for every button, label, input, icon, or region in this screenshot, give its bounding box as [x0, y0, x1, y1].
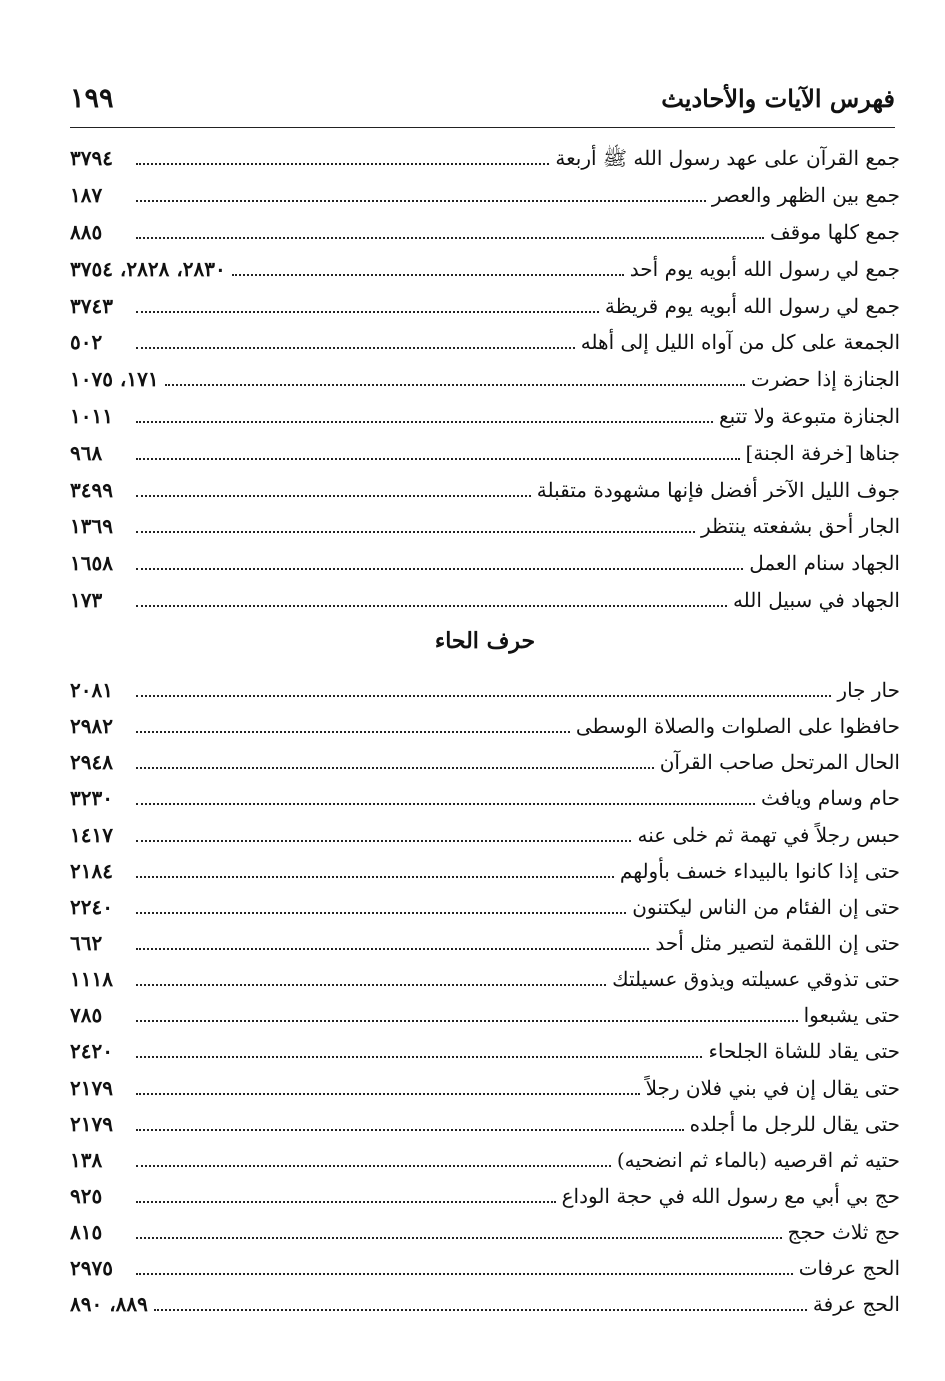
index-entry [70, 780, 900, 816]
dot-leader [136, 311, 599, 313]
entry-text: جناها [خرفة الجنة] [745, 440, 900, 465]
entry-text: الحج عرفة [812, 1292, 900, 1317]
entry-text: الجهاد في سبيل الله [732, 587, 900, 612]
index-entry [70, 508, 900, 545]
dot-leader [136, 1201, 556, 1203]
index-entry [70, 1033, 900, 1069]
dot-leader [136, 876, 614, 878]
index-entry [70, 853, 900, 889]
entry-reference-number: ١٤١٧ [70, 822, 113, 847]
entry-text: حبس رجلاً في تهمة ثم خلى عنه [637, 822, 900, 847]
index-entry [70, 1214, 900, 1250]
entry-reference-number: ٢٤٢٠ [70, 1039, 113, 1064]
entry-text: حتى تذوقي عسيلته ويذوق عسيلتك [612, 967, 900, 992]
entry-reference-number: ٢٩٧٥ [70, 1256, 113, 1281]
entry-reference-number: ٢٩٤٨ [70, 750, 113, 775]
entry-text: الجمعة على كل من آواه الليل إلى أهله [580, 330, 900, 355]
entry-text: الحال المرتحل صاحب القرآن [659, 750, 900, 775]
entry-reference-number: ٥٠٢ [70, 330, 103, 355]
entry-text: الجنازة متبوعة ولا تتبع [718, 403, 900, 428]
entry-reference-number: ١١١٨ [70, 967, 113, 992]
entry-reference-number: ٣٧٩٤ [70, 146, 113, 171]
dot-leader [165, 384, 745, 386]
dot-leader [136, 984, 606, 986]
entry-reference-number: ١٦٥٨ [70, 551, 113, 576]
index-entry [70, 214, 900, 251]
header-rule [70, 127, 895, 128]
entry-reference-number: ٨٨٥ [70, 219, 103, 244]
entry-reference-number: ١٧٣ [70, 587, 103, 612]
entry-text: حج ثلاث حجج [787, 1220, 900, 1245]
entry-text: حج بي أبي مع رسول الله في حجة الوداع [561, 1184, 900, 1209]
entry-text: جمع لي رسول الله أبويه يوم قريظة [604, 293, 900, 318]
dot-leader [136, 237, 764, 239]
dot-leader [136, 1020, 798, 1022]
section-heading: حرف الحاء [434, 628, 536, 654]
entry-text: حافظوا على الصلوات والصلاة الوسطى [575, 714, 900, 739]
dot-leader [136, 912, 626, 914]
index-entry [70, 1286, 900, 1322]
entry-text: جمع بين الظهر والعصر [711, 183, 900, 208]
index-entry [70, 287, 900, 324]
entry-reference-number: ١٣٦٩ [70, 514, 113, 539]
entry-reference-number: ٢٠٨١ [70, 678, 113, 703]
dot-leader [136, 1056, 702, 1058]
entry-text: الجنازة إذا حضرت [750, 367, 900, 392]
index-entry [70, 434, 900, 471]
dot-leader [136, 568, 743, 570]
entry-text: حتيه ثم اقرصيه (بالماء ثم انضحيه) [616, 1147, 900, 1172]
dot-leader [154, 1309, 807, 1311]
entry-text: حام وسام ويافث [761, 786, 900, 811]
index-entry [70, 672, 900, 708]
entry-reference-number: ٣٤٩٩ [70, 477, 113, 502]
entry-reference-number: ٩٢٥ [70, 1184, 103, 1209]
entry-text: حار جار [837, 678, 900, 703]
entry-text: حتى يقال للرجل ما أجلده [689, 1111, 900, 1136]
dot-leader [136, 948, 649, 950]
dot-leader [136, 767, 654, 769]
index-entry [70, 1250, 900, 1286]
entry-reference-number: ١٧١، ١٠٧٥ [70, 367, 159, 392]
entry-text: حتى يقاد للشاة الجلحاء [708, 1039, 900, 1064]
index-entry [70, 582, 900, 619]
dot-leader [136, 695, 831, 697]
entry-reference-number: ٦٦٢ [70, 931, 103, 956]
entry-text: حتى إن الفئام من الناس ليكتنون [632, 894, 900, 919]
entry-reference-number: ٢١٧٩ [70, 1075, 113, 1100]
index-entry [70, 545, 900, 582]
dot-leader [136, 1093, 640, 1095]
page-header [70, 78, 895, 118]
index-entry [70, 324, 900, 361]
dot-leader [232, 274, 624, 276]
index-entry [70, 1142, 900, 1178]
entry-reference-number: ٩٦٨ [70, 440, 103, 465]
entry-reference-number: ٣٧٤٣ [70, 293, 113, 318]
dot-leader [136, 458, 740, 460]
dot-leader [136, 1237, 782, 1239]
dot-leader [136, 347, 575, 349]
entry-reference-number: ٧٨٥ [70, 1003, 103, 1028]
entry-text: الجهاد سنام العمل [749, 551, 900, 576]
dot-leader [136, 840, 631, 842]
entry-text: جمع القرآن على عهد رسول الله ﷺ أربعة [555, 146, 900, 171]
entry-reference-number: ٣٢٣٠ [70, 786, 113, 811]
dot-leader [136, 200, 706, 202]
entry-text: الجار أحق بشفعته ينتظر [701, 514, 900, 539]
entry-text: حتى يقال إن في بني فلان رجلاً [645, 1075, 900, 1100]
entry-reference-number: ٢١٨٤ [70, 858, 113, 883]
dot-leader [136, 803, 755, 805]
index-entry [70, 744, 900, 780]
entry-reference-number: ١٠١١ [70, 403, 113, 428]
entry-reference-number: ٢٨٣٠، ٢٨٢٨، ٣٧٥٤ [70, 256, 226, 281]
entry-text: حتى يشبعوا [803, 1003, 900, 1028]
entry-text: جمع كلها موقف [769, 219, 900, 244]
dot-leader [136, 731, 570, 733]
entry-reference-number: ٨٨٩، ٨٩٠ [70, 1292, 148, 1317]
dot-leader [136, 495, 531, 497]
index-entry [70, 817, 900, 853]
index-entry [70, 177, 900, 214]
index-entry [70, 708, 900, 744]
dot-leader [136, 421, 713, 423]
index-entry [70, 398, 900, 435]
index-entry [70, 1106, 900, 1142]
dot-leader [136, 605, 727, 607]
index-entry [70, 1070, 900, 1106]
entry-reference-number: ٢٢٤٠ [70, 894, 113, 919]
index-list-jeem [70, 140, 900, 618]
entry-text: حتى إن اللقمة لتصير مثل أحد [655, 931, 900, 956]
entry-reference-number: ١٨٧ [70, 183, 103, 208]
dot-leader [136, 1273, 793, 1275]
running-title: فهرس الآيات والأحاديث [661, 83, 895, 113]
entry-reference-number: ٢١٧٩ [70, 1111, 113, 1136]
entry-reference-number: ٢٩٨٢ [70, 714, 113, 739]
entry-text: الحج عرفات [798, 1256, 900, 1281]
index-entry [70, 925, 900, 961]
index-entry [70, 471, 900, 508]
index-entry [70, 889, 900, 925]
index-entry [70, 961, 900, 997]
page-number: ١٩٩ [70, 82, 114, 114]
entry-text: جمع لي رسول الله أبويه يوم أحد [629, 256, 900, 281]
index-entry [70, 361, 900, 398]
dot-leader [136, 531, 695, 533]
entry-text: حتى إذا كانوا بالبيداء خسف بأولهم [619, 858, 900, 883]
index-entry [70, 140, 900, 177]
dot-leader [136, 1129, 684, 1131]
entry-reference-number: ١٣٨ [70, 1147, 103, 1172]
dot-leader [136, 1165, 611, 1167]
entry-reference-number: ٨١٥ [70, 1220, 103, 1245]
dot-leader [136, 163, 549, 165]
entry-text: جوف الليل الآخر أفضل فإنها مشهودة متقبلة [536, 477, 900, 502]
index-entry [70, 250, 900, 287]
index-entry [70, 997, 900, 1033]
index-entry [70, 1178, 900, 1214]
index-list-haa [70, 672, 900, 1323]
